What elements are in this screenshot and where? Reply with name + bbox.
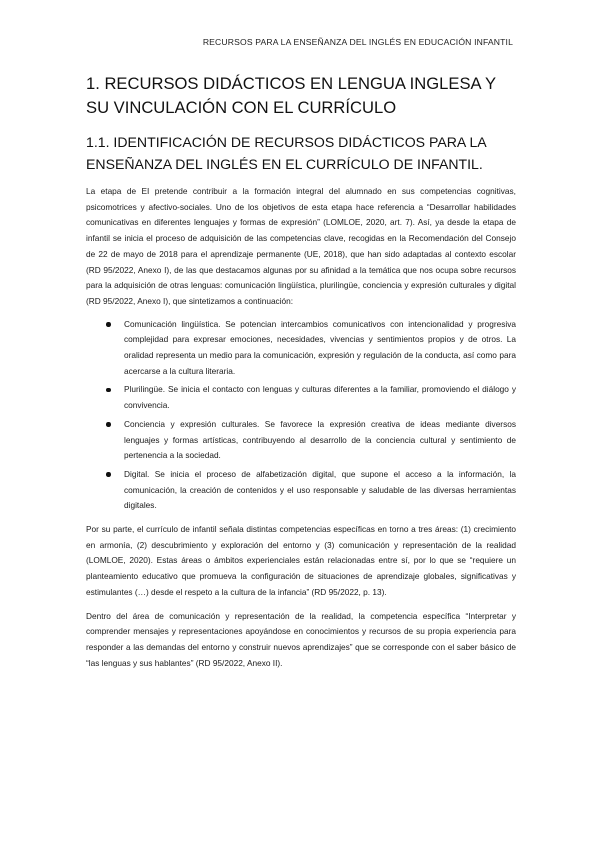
competences-list xyxy=(86,317,516,514)
list-item xyxy=(124,317,516,380)
section-title: 1. RECURSOS DIDÁCTICOS EN LENGUA INGLESA Y SU VINCULACIÓN CON EL CURRÍCULO xyxy=(86,74,496,117)
communication-area-paragraph: Dentro del área de comunicación y representación de la realidad, la competencia específica “Interpretar y comprender mensajes y representaciones apoyándose en conocimientos y recursos de su propia experiencia para responder a las demandas del entorno y construir nuevos aprendizajes” que se corresponde con el saber básico de “las lenguas y sus hablantes” (RD 95/2022, Anexo II). xyxy=(86,610,516,668)
list-item xyxy=(124,467,516,514)
list-item-text: Conciencia y expresión culturales. Se favorece la expresión creativa de ideas mediante diversos lenguajes y formas artísticas, contribuyendo al desarrollo de la conciencia cultural y sentimiento de pertenencia a la sociedad. xyxy=(124,418,516,461)
list-item-text: Digital. Se inicia el proceso de alfabetización digital, que supone el acceso a la información, la comunicación, la creación de contenidos y el uso responsable y saludable de las diversas herramientas digitales. xyxy=(124,468,516,511)
bullet-icon xyxy=(106,472,111,477)
bullet-icon xyxy=(106,422,111,427)
page-content xyxy=(86,72,516,671)
running-header: RECURSOS PARA LA ENSEÑANZA DEL INGLÉS EN EDUCACIÓN INFANTIL xyxy=(202,37,513,47)
list-item-text: Plurilingüe. Se inicia el contacto con lenguas y culturas diferentes a la familiar, promoviendo el diálogo y convivencia. xyxy=(124,384,516,411)
list-item xyxy=(124,382,516,413)
curriculum-paragraph: Por su parte, el currículo de infantil señala distintas competencias específicas en torno a tres áreas: (1) crecimiento en armonía, (2) descubrimiento y exploración del entorno y (3) comunicación y representación de la realidad (LOMLOE, 2020). Estas áreas o ámbitos experienciales están relacionadas entre sí, por lo que se “requiere un planteamiento educativo que promueva la configuración de situaciones de aprendizaje globales, significativas y estimulantes (…) desde el respeto a la cultura de la infancia” (RD 95/2022, p. 13). xyxy=(86,524,516,597)
bullet-icon xyxy=(106,322,111,327)
intro-paragraph: La etapa de EI pretende contribuir a la formación integral del alumnado en sus competencias cognitivas, psicomotrices y afectivo-sociales. Uno de los objetivos de esta etapa hace referencia a “Desarrollar habilidades comunicativas en diferentes lenguajes y formas de expresión” (LOMLOE, 2020, art. 7). Así, ya desde la etapa de infantil se inicia el proceso de adquisición de las competencias clave, recogidas en la Recomendación del Consejo de 22 de mayo de 2018 para el aprendizaje permanente (UE, 2018), que han sido adaptadas al contexto escolar (RD 95/2022, Anexo I), de las que destacamos algunas por su afinidad a la temática que nos ocupa sobre recursos para la adquisición de otras lenguas: comunicación lingüística, plurilingüe, conciencia y expresión culturales y digital (RD 95/2022, Anexo I), que sintetizamos a continuación: xyxy=(86,186,516,306)
bullet-icon xyxy=(106,388,111,393)
subsection-title: 1.1. IDENTIFICACIÓN DE RECURSOS DIDÁCTICOS PARA LA ENSEÑANZA DEL INGLÉS EN EL CURRÍCULO DE INFANTIL. xyxy=(86,134,486,172)
list-item xyxy=(124,417,516,464)
list-item-text: Comunicación lingüística. Se potencian intercambios comunicativos con intencionalidad y progresiva complejidad para expresar emociones, necesidades, vivencias y sentimientos propios y de otros. La oralidad representa un medio para la comunicación, expresión y regulación de la conducta, así como para acercarse a la cultura literaria. xyxy=(124,318,516,376)
